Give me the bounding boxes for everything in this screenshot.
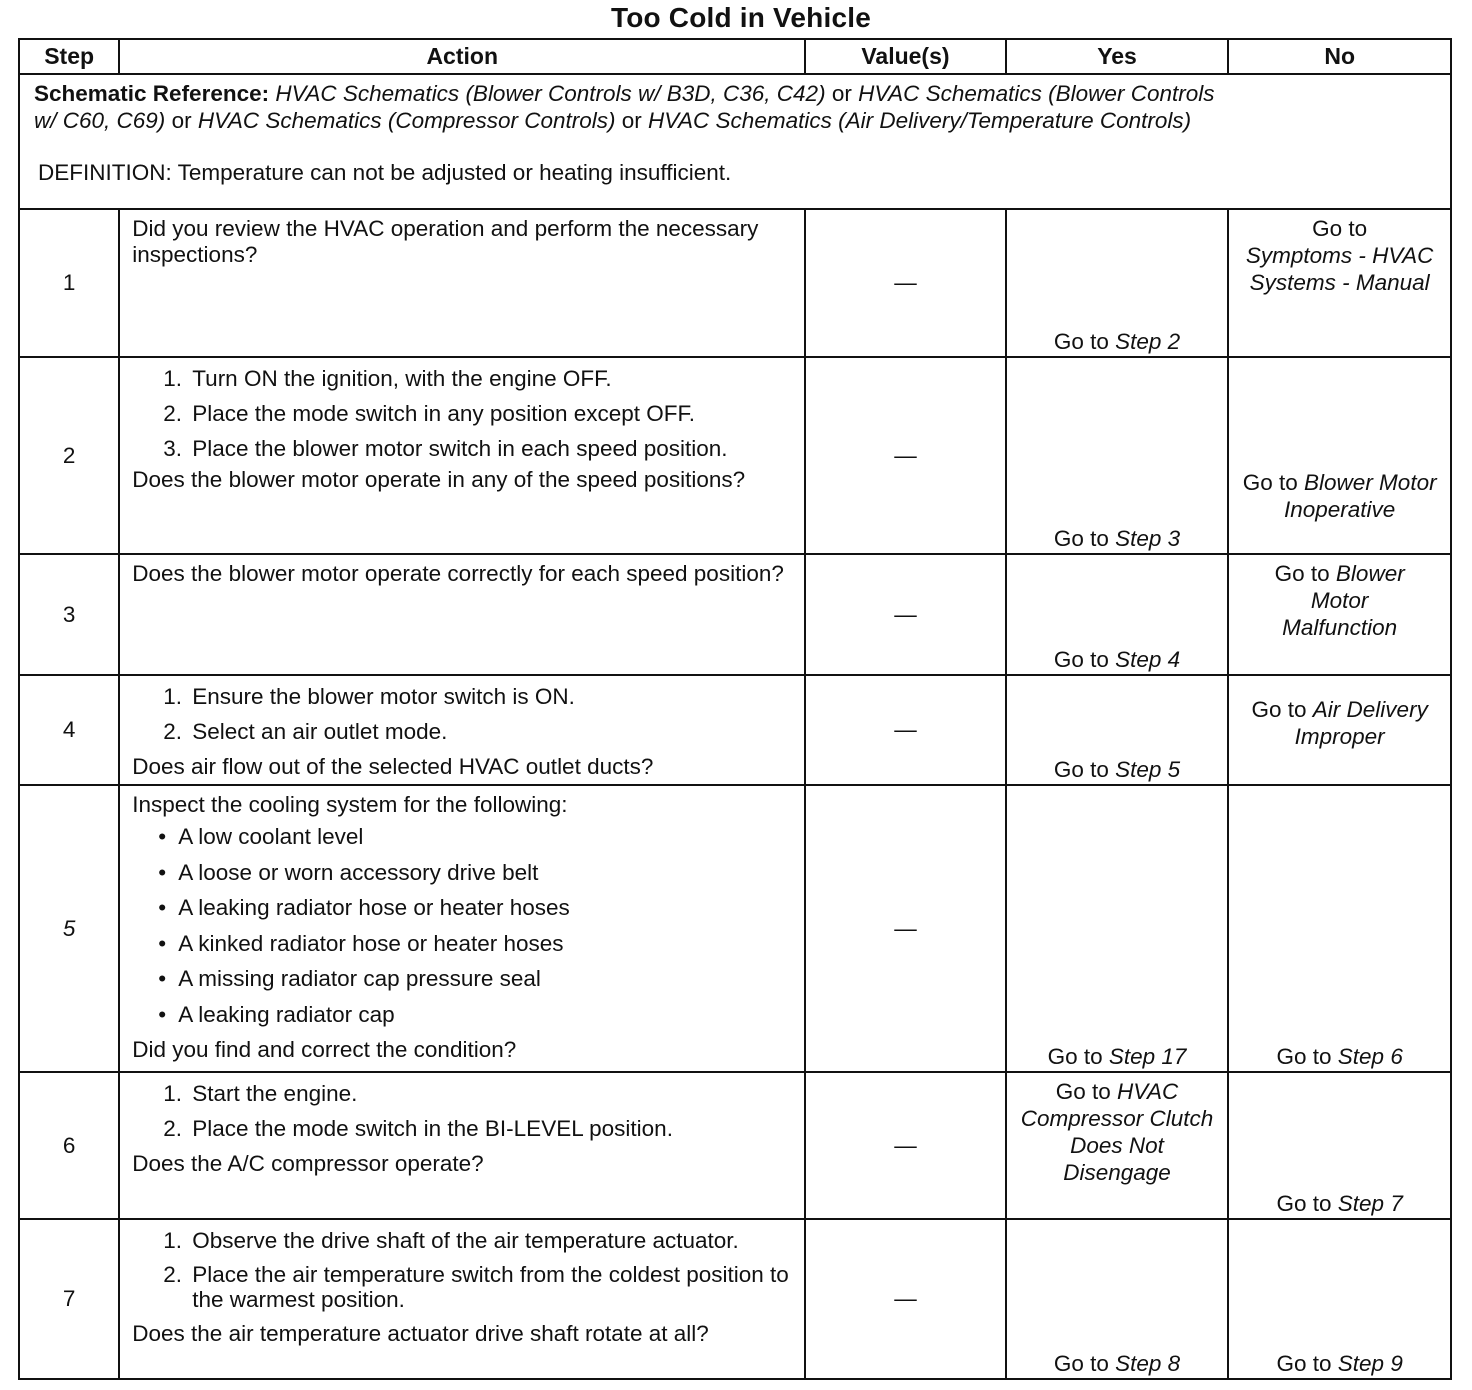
schematic-reference-cell (19, 74, 1451, 209)
yes-goto[interactable] (1007, 756, 1228, 783)
definition-text: DEFINITION: Temperature can not be adjusted or heating insufficient. (38, 160, 732, 185)
no-cell (1228, 1219, 1451, 1379)
no-cell (1228, 675, 1451, 785)
header-row (19, 39, 1451, 74)
action-question: Does the air temperature actuator drive shaft rotate at all? (132, 1321, 709, 1346)
schematic-reference-text (34, 80, 1436, 134)
value-cell: — (805, 675, 1006, 785)
action-intro: Inspect the cooling system for the following: (132, 792, 568, 817)
no-goto[interactable] (1229, 1350, 1450, 1377)
goto-link[interactable]: Step 9 (1337, 1351, 1403, 1376)
action-item: 2. Place the mode switch in the BI-LEVEL position. (188, 1116, 792, 1142)
action-item: 1. Start the engine. (188, 1081, 792, 1107)
header-step: Step (19, 39, 119, 74)
goto-prefix: Go to (1276, 1191, 1338, 1216)
step-number (19, 785, 119, 1072)
schematic-link-blower-c60-a[interactable]: HVAC Schematics (Blower Controls (858, 81, 1215, 106)
action-item: 2. Place the air temperature switch from the coldest position to the warmest position. (188, 1262, 792, 1312)
goto-prefix: Go to (1251, 697, 1313, 722)
diagnostic-table (18, 38, 1452, 1380)
goto-link[interactable]: HVAC Compressor Clutch Does Not Disengage (1020, 1079, 1214, 1185)
schematic-link-blower-b3d[interactable]: HVAC Schematics (Blower Controls w/ B3D, C36, C42) (275, 81, 826, 106)
goto-prefix: Go to (1053, 1351, 1116, 1376)
yes-goto[interactable] (1007, 1073, 1228, 1186)
page-title: Too Cold in Vehicle (611, 2, 871, 33)
value-cell: — (805, 785, 1006, 1072)
goto-prefix: Go to (1053, 329, 1116, 354)
action-question: Does the blower motor operate in any of the speed positions? (132, 467, 746, 492)
table-row (19, 675, 1451, 785)
header-no: No (1228, 39, 1451, 74)
schematic-link-air-delivery[interactable]: HVAC Schematics (Air Delivery/Temperature Controls) (648, 108, 1192, 133)
table-row (19, 554, 1451, 675)
action-cell (119, 785, 805, 1072)
list-item: • A leaking radiator cap (178, 1002, 792, 1028)
goto-link[interactable]: Blower Motor Inoperative (1284, 470, 1437, 522)
yes-cell (1006, 357, 1229, 554)
goto-link[interactable]: Step 2 (1115, 329, 1181, 354)
step-number-text: 5 (62, 915, 76, 941)
value-cell: — (805, 554, 1006, 675)
header-action: Action (119, 39, 805, 74)
step-number: 6 (19, 1072, 119, 1219)
action-item: 2. Select an air outlet mode. (188, 719, 792, 745)
no-goto[interactable] (1229, 676, 1450, 750)
value-cell: — (805, 1072, 1006, 1219)
no-goto[interactable] (1229, 1043, 1450, 1070)
action-question: Does air flow out of the selected HVAC outlet ducts? (132, 754, 654, 779)
list-item: • A kinked radiator hose or heater hoses (178, 931, 792, 957)
step-number: 7 (19, 1219, 119, 1379)
action-question: Did you find and correct the condition? (132, 1037, 517, 1062)
or-text: or (171, 108, 192, 133)
goto-prefix: Go to (1276, 1351, 1338, 1376)
yes-cell (1006, 675, 1229, 785)
goto-link[interactable]: Step 17 (1108, 1044, 1187, 1069)
table-row (19, 1219, 1451, 1379)
step-number: 4 (19, 675, 119, 785)
action-cell (119, 675, 805, 785)
header-values: Value(s) (805, 39, 1006, 74)
yes-goto[interactable] (1007, 328, 1228, 355)
step-number: 2 (19, 357, 119, 554)
value-cell: — (805, 1219, 1006, 1379)
inspection-list (132, 824, 792, 1028)
no-goto[interactable] (1229, 469, 1450, 523)
yes-goto[interactable] (1007, 525, 1228, 552)
or-text: or (621, 108, 642, 133)
goto-prefix: Go to (1053, 526, 1116, 551)
no-goto[interactable] (1229, 210, 1450, 296)
action-item: 1. Observe the drive shaft of the air temperature actuator. (188, 1228, 792, 1253)
schematic-reference-label: Schematic Reference: (34, 81, 270, 106)
list-item: • A leaking radiator hose or heater hoses (178, 895, 792, 921)
action-question: Does the A/C compressor operate? (132, 1151, 484, 1176)
table-row (19, 357, 1451, 554)
action-item: 2. Place the mode switch in any position except OFF. (188, 401, 792, 427)
yes-goto[interactable] (1007, 1350, 1228, 1377)
action-cell (119, 1072, 805, 1219)
action-steps (132, 1081, 792, 1142)
list-item: • A low coolant level (178, 824, 792, 850)
goto-prefix: Go to (1312, 216, 1368, 241)
goto-link[interactable]: Symptoms - HVAC Systems - Manual (1245, 243, 1434, 295)
action-item: 1. Ensure the blower motor switch is ON. (188, 684, 792, 710)
yes-cell (1006, 554, 1229, 675)
action-cell (119, 209, 805, 357)
action-steps (132, 1228, 792, 1312)
table-row (19, 1072, 1451, 1219)
goto-prefix: Go to (1276, 1044, 1338, 1069)
goto-link[interactable]: Step 6 (1337, 1044, 1403, 1069)
goto-prefix: Go to (1053, 757, 1116, 782)
goto-prefix: Go to (1053, 647, 1116, 672)
no-cell (1228, 357, 1451, 554)
table-row (19, 785, 1451, 1072)
goto-link[interactable]: Air Delivery Improper (1294, 697, 1428, 749)
goto-prefix: Go to (1242, 470, 1305, 495)
list-item: • A missing radiator cap pressure seal (178, 966, 792, 992)
action-cell (119, 554, 805, 675)
step-number: 1 (19, 209, 119, 357)
no-cell (1228, 1072, 1451, 1219)
goto-link[interactable]: Step 5 (1115, 757, 1181, 782)
yes-cell (1006, 1072, 1229, 1219)
list-item: • A loose or worn accessory drive belt (178, 860, 792, 886)
yes-goto[interactable] (1007, 646, 1228, 673)
action-steps (132, 366, 792, 462)
goto-prefix: Go to (1055, 1079, 1118, 1104)
no-cell (1228, 209, 1451, 357)
goto-link[interactable]: Step 4 (1115, 647, 1181, 672)
action-cell (119, 357, 805, 554)
no-cell (1228, 785, 1451, 1072)
goto-prefix: Go to (1274, 561, 1336, 586)
no-goto[interactable] (1229, 555, 1450, 641)
goto-prefix: Go to (1047, 1044, 1109, 1069)
action-steps (132, 684, 792, 745)
value-cell: — (805, 357, 1006, 554)
schematic-reference-row (19, 74, 1451, 209)
step-number: 3 (19, 554, 119, 675)
goto-link[interactable]: Step 7 (1337, 1191, 1403, 1216)
action-item: 1. Turn ON the ignition, with the engine OFF. (188, 366, 792, 392)
goto-link[interactable]: Blower Motor Malfunction (1282, 561, 1405, 640)
yes-cell (1006, 209, 1229, 357)
action-question: Does the blower motor operate correctly for each speed position? (132, 561, 784, 586)
value-cell: — (805, 209, 1006, 357)
yes-goto[interactable] (1007, 1043, 1228, 1070)
goto-link[interactable]: Step 8 (1115, 1351, 1181, 1376)
no-goto[interactable] (1229, 1190, 1450, 1217)
action-cell (119, 1219, 805, 1379)
action-question: Did you review the HVAC operation and perform the necessary inspections? (132, 216, 759, 267)
yes-cell (1006, 1219, 1229, 1379)
table-row (19, 209, 1451, 357)
header-yes: Yes (1006, 39, 1229, 74)
yes-cell (1006, 785, 1229, 1072)
no-cell (1228, 554, 1451, 675)
goto-link[interactable]: Step 3 (1115, 526, 1181, 551)
schematic-link-compressor[interactable]: HVAC Schematics (Compressor Controls) (197, 108, 616, 133)
or-text: or (831, 81, 852, 106)
schematic-link-blower-c60-b[interactable]: w/ C60, C69) (34, 108, 166, 133)
action-item: 3. Place the blower motor switch in each speed position. (188, 436, 792, 462)
